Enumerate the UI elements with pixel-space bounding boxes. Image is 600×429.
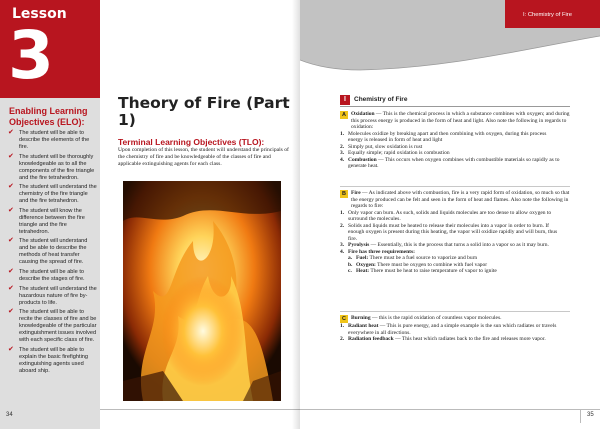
lesson-block	[0, 0, 100, 98]
content-block-c	[340, 315, 575, 343]
lesson-label: Lesson	[12, 6, 67, 22]
checkmark-icon: ✔	[8, 183, 14, 191]
list-item: 4. Combustion — This occurs when oxygen combines with combustible materials so rapidly as to generate heat.	[340, 156, 560, 169]
block-b-list	[340, 210, 562, 275]
list-item: 2. Radiation feedback — This heat which radiates back to the fire and releases more vapor.	[340, 336, 546, 342]
content-block-b	[340, 190, 575, 275]
list-item: 1. Radiant heat — This is pure energy, and a simple example is the sun which radiates or travels everywhere in all directions.	[340, 323, 557, 336]
lesson-number: 3	[8, 17, 54, 94]
elo-item: ✔ The student will be able to explain the basic firefighting extinguishing agents used aboard ship.	[8, 345, 89, 374]
elo-item: ✔ The student will be able to recite the classes of fire and be knowledgeable of the particular extinguishment issues involved with each specific class of fire.	[8, 308, 97, 344]
block-divider	[340, 186, 570, 187]
list-subitem: b. Oxygen: There must be oxygen to combine with fuel vapor	[348, 261, 488, 268]
checkmark-icon: ✔	[8, 267, 14, 275]
block-a-intro: Oxidation — This is the chemical process in which a substance combines with oxygen; and during this process energy is produced in the form of heat and light. Also note the following in regards to oxidation:	[351, 111, 570, 130]
fire-image	[123, 181, 281, 401]
elo-item: ✔ The student will know the difference between the fire triangle and the fire tetrahedron.	[8, 206, 85, 235]
block-a-list	[340, 131, 562, 170]
elo-heading: Enabling Learning Objectives (ELO):	[9, 106, 88, 127]
requirements-list	[348, 255, 562, 275]
objectives-sidebar	[0, 0, 100, 429]
list-item: 3. Equally simple; rapid oxidation is combustion	[340, 150, 450, 156]
tlo-text: Upon completion of this lesson, the student will understand the principals of the chemistry of fire and be knowledgeable of the classes of fire and applicable extinguishing agents for each class.	[118, 147, 289, 167]
elo-list	[8, 130, 98, 377]
page-number-right: 35	[587, 412, 594, 418]
checkmark-icon: ✔	[8, 129, 14, 136]
elo-item: ✔ The student will understand the chemistry of the fire triangle and the fire tetrahedron.	[8, 183, 97, 205]
page-number-left: 34	[6, 412, 13, 418]
list-item: 1. Molecules oxidize by breaking apart and then combining with oxygen, during this process energy is released in form of heat and light	[340, 130, 547, 143]
lesson-title: Theory of Fire (Part 1)	[118, 94, 290, 129]
footer-tick	[580, 409, 581, 423]
badge-b: B	[340, 190, 348, 198]
list-item: 2. Simply put, slow oxidation is rust	[340, 143, 423, 150]
list-item: 1. Only vapor can burn. As such, solids and liquids molecules are too dense to allow oxygen to surround the molecules.	[340, 209, 552, 222]
checkmark-icon: ✔	[8, 237, 14, 245]
tlo-heading: Terminal Learning Objectives (TLO):	[118, 137, 265, 147]
list-item: 2. Solids and liquids must be heated to release their molecules into a vapor in order to burn. If enough oxygen is present during this heating, the vapor will oxidize rapidly and will burn, thus fire.	[340, 222, 558, 242]
checkmark-icon: ✔	[8, 345, 14, 353]
block-c-intro: Burning — this is the rapid oxidation of countless vapor molecules.	[351, 315, 502, 321]
badge-c: C	[340, 315, 348, 323]
section-header	[340, 95, 570, 106]
fire-photo	[123, 181, 281, 401]
section-title: Chemistry of Fire	[354, 96, 408, 103]
list-item: 4. Fire has three requirements:	[340, 248, 415, 255]
elo-item: ✔ The student will be thoroughly knowledgeable as to all the components of the fire triangle and the fire tetrahedron.	[8, 152, 95, 181]
section-rule	[340, 106, 570, 107]
list-subitem: a. Fuel: There must be a fuel source to vaporize and burn	[348, 255, 478, 261]
block-divider	[340, 311, 570, 312]
chapter-tab: I: Chemistry of Fire	[505, 0, 600, 28]
checkmark-icon: ✔	[8, 284, 14, 292]
checkmark-icon: ✔	[8, 308, 14, 316]
elo-item: ✔ The student will understand the hazardous nature of fire by-products to life.	[8, 284, 97, 306]
section-marker: I	[340, 95, 350, 105]
footer-rule	[100, 409, 300, 410]
elo-item: ✔ The student will be able to describe the stages of fire.	[8, 267, 85, 282]
list-item: 3. Pyrolysis — Essentially, this is the process that turns a solid into a vapor so as it may burn.	[340, 242, 549, 248]
header-wave-decoration	[300, 28, 600, 73]
block-c-list	[340, 323, 562, 343]
checkmark-icon: ✔	[8, 152, 14, 160]
list-subitem: c. Heat: There must be heat to raise temperature of vapor to ignite	[348, 268, 497, 274]
right-page	[300, 0, 600, 429]
elo-item: ✔ The student will be able to describe the elements of the fire.	[8, 129, 90, 150]
checkmark-icon: ✔	[8, 206, 14, 214]
block-b-intro: Fire — As indicated above with combustion, fire is a very rapid form of oxidation, so much so that the energy produced can be felt and seen in the form of heat and flames. Also note the following in regards to fire:	[351, 190, 570, 209]
footer-rule	[300, 409, 600, 410]
badge-a: A	[340, 111, 348, 119]
content-block-a	[340, 111, 575, 170]
elo-item: ✔ The student will understand and be able to describe the methods of heat transfer causing the spread of fire.	[8, 237, 88, 266]
